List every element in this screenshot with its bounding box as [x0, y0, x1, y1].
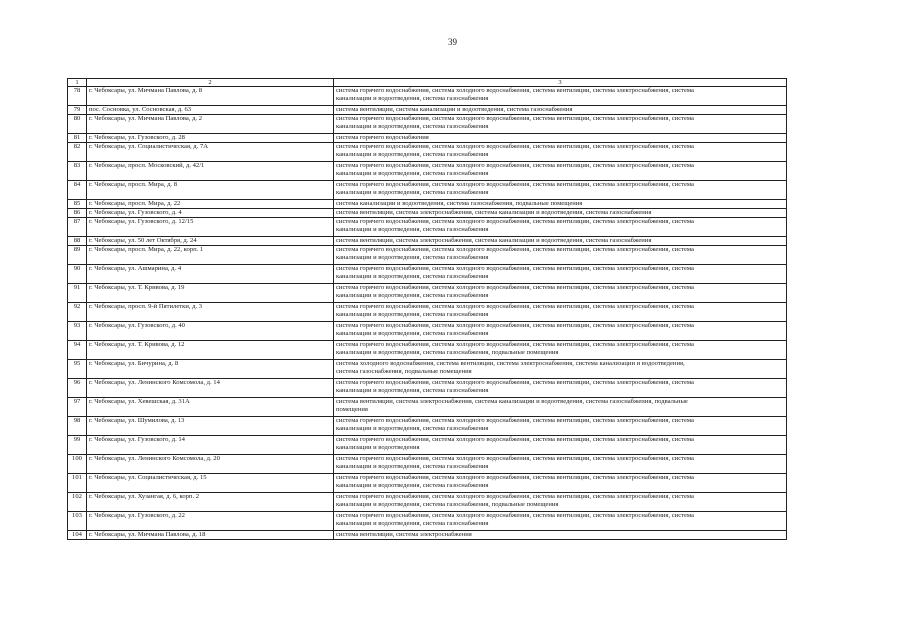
- row-address: г. Чебоксары, ул. Гузовского, д. 22: [87, 512, 334, 531]
- column-header-number: 1: [68, 79, 87, 87]
- row-address: г. Чебоксары, ул. Хевешская, д. 31А: [87, 398, 334, 417]
- row-systems-line-1: система холодного водоснабжения, система вентиляции, система электроснабжения, система канализации и водоотведения,: [336, 360, 685, 367]
- row-number: 102: [68, 493, 87, 512]
- row-address: г. Чебоксары, ул. Гузовского, д. 40: [87, 322, 334, 341]
- row-systems-line-1: система горячего водоснабжения: [336, 134, 429, 141]
- row-systems: [334, 474, 787, 493]
- row-systems-line-1: система горячего водоснабжения, система холодного водоснабжения, система вентиляции, система электроснабжения, система: [336, 181, 694, 188]
- row-address: г. Чебоксары, ул. Бичурина, д. 8: [87, 360, 334, 379]
- row-number: 91: [68, 284, 87, 303]
- row-address: г. Чебоксары, ул. Т. Кривова, д. 19: [87, 284, 334, 303]
- table-row: [68, 493, 787, 512]
- row-systems-line-2: канализации и водоотведения, система газоснабжения: [336, 169, 489, 177]
- row-systems: [334, 379, 787, 398]
- table-header-row: [68, 79, 787, 87]
- row-number: 81: [68, 134, 87, 143]
- row-systems-line-1: система горячего водоснабжения, система холодного водоснабжения, система вентиляции, система электроснабжения, система: [336, 493, 694, 500]
- row-systems: [334, 162, 787, 181]
- row-systems-line-1: система горячего водоснабжения, система холодного водоснабжения, система вентиляции, система электроснабжения, система: [336, 474, 694, 481]
- row-number: 93: [68, 322, 87, 341]
- row-systems-line-1: система вентиляции, система канализации и водоотведения, система газоснабжения: [336, 106, 573, 113]
- row-number: 98: [68, 417, 87, 436]
- row-address: г. Чебоксары, ул. Гузовского, д. 28: [87, 134, 334, 143]
- row-systems: [334, 218, 787, 237]
- row-systems: [334, 106, 787, 115]
- row-systems-line-1: система канализации и водоотведения, система газоснабжения, подвальные помещения: [336, 200, 583, 207]
- row-address: г. Чебоксары, просп. Мира, д. 8: [87, 181, 334, 200]
- row-systems-line-1: система горячего водоснабжения, система холодного водоснабжения, система вентиляции, система электроснабжения, система: [336, 115, 694, 122]
- row-address: г. Чебоксары, ул. Ленинского Комсомола, д. 20: [87, 455, 334, 474]
- table-row: [68, 87, 787, 106]
- row-systems: [334, 512, 787, 531]
- row-systems: [334, 209, 787, 218]
- row-number: 89: [68, 246, 87, 265]
- row-systems-line-1: система горячего водоснабжения, система холодного водоснабжения, система вентиляции, система электроснабжения, система: [336, 341, 694, 348]
- row-systems: [334, 87, 787, 106]
- row-number: 83: [68, 162, 87, 181]
- row-systems-line-1: система горячего водоснабжения, система холодного водоснабжения, система вентиляции, система электроснабжения, система: [336, 143, 694, 150]
- row-address: г. Чебоксары, ул. Гузовского, д. 12/15: [87, 218, 334, 237]
- row-systems-line-2: канализации и водоотведения, система газоснабжения: [336, 481, 489, 489]
- row-systems-line-1: система горячего водоснабжения, система холодного водоснабжения, система вентиляции, система электроснабжения, система: [336, 246, 694, 253]
- row-systems-line-2: канализации и водоотведения, система газоснабжения: [336, 122, 489, 130]
- row-systems-line-2: канализации и водоотведения, система газоснабжения: [336, 329, 489, 337]
- row-systems: [334, 284, 787, 303]
- row-address: г. Чебоксары, просп. 9-й Пятилетки, д. 3: [87, 303, 334, 322]
- row-systems: [334, 322, 787, 341]
- row-systems-line-1: система горячего водоснабжения, система холодного водоснабжения, система вентиляции, система электроснабжения, система: [336, 218, 694, 225]
- row-systems: [334, 237, 787, 246]
- table-row: [68, 143, 787, 162]
- table-row: [68, 265, 787, 284]
- row-systems-line-1: система горячего водоснабжения, система холодного водоснабжения, система вентиляции, система электроснабжения, система: [336, 303, 694, 310]
- row-systems: [334, 360, 787, 379]
- row-systems-line-2: канализации и водоотведения, система газоснабжения: [336, 519, 489, 527]
- row-systems-line-1: система горячего водоснабжения, система холодного водоснабжения, система вентиляции, система электроснабжения, система: [336, 87, 694, 94]
- row-systems: [334, 436, 787, 455]
- row-systems-line-1: система вентиляции, система электроснабжения, система канализации и водоотведения, система газоснабжения: [336, 237, 652, 244]
- row-systems-line-2: канализации и водоотведения, система газоснабжения: [336, 424, 489, 432]
- row-systems-line-1: система вентиляции, система электроснабжения: [336, 531, 472, 538]
- table-body: [68, 87, 787, 540]
- row-systems-line-2: канализации и водоотведения, система газоснабжения: [336, 272, 489, 280]
- table-row: [68, 209, 787, 218]
- row-systems: [334, 265, 787, 284]
- row-systems: [334, 181, 787, 200]
- row-number: 101: [68, 474, 87, 493]
- table-row: [68, 531, 787, 540]
- row-systems-line-1: система горячего водоснабжения, система холодного водоснабжения, система вентиляции, система электроснабжения, система: [336, 512, 694, 519]
- table-row: [68, 436, 787, 455]
- row-systems-line-1: система горячего водоснабжения, система холодного водоснабжения, система вентиляции, система электроснабжения, система: [336, 322, 694, 329]
- row-address: г. Чебоксары, ул. 50 лет Октября, д. 24: [87, 237, 334, 246]
- row-systems: [334, 531, 787, 540]
- row-address: г. Чебоксары, ул. Т. Кривова, д. 12: [87, 341, 334, 360]
- row-address: г. Чебоксары, ул. Социалистическая, д. 7А: [87, 143, 334, 162]
- row-number: 94: [68, 341, 87, 360]
- table-row: [68, 162, 787, 181]
- row-number: 97: [68, 398, 87, 417]
- row-systems: [334, 200, 787, 209]
- row-systems-line-2: канализации и водоотведения, система газоснабжения: [336, 462, 489, 470]
- table-row: [68, 237, 787, 246]
- row-address: г. Чебоксары, ул. Гузовского, д. 4: [87, 209, 334, 218]
- row-systems-line-1: система горячего водоснабжения, система холодного водоснабжения, система вентиляции, система электроснабжения, система: [336, 265, 694, 272]
- table-row: [68, 341, 787, 360]
- table-row: [68, 303, 787, 322]
- table-row: [68, 474, 787, 493]
- row-systems-line-2: система газоснабжения, подвальные помещения: [336, 367, 472, 375]
- row-systems-line-1: система вентиляции, система электроснабжения, система канализации и водоотведения, система газоснабжения: [336, 209, 652, 216]
- row-systems-line-2: канализации и водоотведения, система газоснабжения: [336, 253, 489, 261]
- row-systems-line-2: канализации и водоотведения, система газоснабжения: [336, 188, 489, 196]
- row-systems: [334, 115, 787, 134]
- row-number: 96: [68, 379, 87, 398]
- row-address: г. Чебоксары, ул. Мичмана Павлова, д. 2: [87, 115, 334, 134]
- row-number: 99: [68, 436, 87, 455]
- table-row: [68, 284, 787, 303]
- row-number: 79: [68, 106, 87, 115]
- table-row: [68, 200, 787, 209]
- row-systems: [334, 341, 787, 360]
- row-number: 104: [68, 531, 87, 540]
- row-systems: [334, 143, 787, 162]
- row-address: пос. Сосновка, ул. Сосновская, д. 63: [87, 106, 334, 115]
- row-address: г. Чебоксары, ул. Ленинского Комсомола, д. 14: [87, 379, 334, 398]
- row-systems-line-2: канализации и водоотведения: [336, 443, 420, 451]
- row-systems: [334, 134, 787, 143]
- table-row: [68, 181, 787, 200]
- row-systems-line-1: система горячего водоснабжения, система холодного водоснабжения, система вентиляции, система электроснабжения, система: [336, 162, 694, 169]
- row-systems-line-2: канализации и водоотведения, система газоснабжения: [336, 386, 489, 394]
- table-row: [68, 322, 787, 341]
- column-header-systems: 3: [334, 79, 787, 87]
- row-address: г. Чебоксары, ул. Шумилова, д. 13: [87, 417, 334, 436]
- row-number: 103: [68, 512, 87, 531]
- row-systems-line-1: система горячего водоснабжения, система холодного водоснабжения, система вентиляции, система электроснабжения, система: [336, 379, 694, 386]
- row-address: г. Чебоксары, ул. Хузангая, д. 6, корп. 2: [87, 493, 334, 512]
- table-row: [68, 379, 787, 398]
- row-number: 95: [68, 360, 87, 379]
- row-address: г. Чебоксары, просп. Мира, д. 22: [87, 200, 334, 209]
- row-systems-line-2: канализации и водоотведения, система газоснабжения: [336, 310, 489, 318]
- table-row: [68, 218, 787, 237]
- row-systems-line-1: система горячего водоснабжения, система холодного водоснабжения, система вентиляции, система электроснабжения, система: [336, 284, 694, 291]
- row-number: 84: [68, 181, 87, 200]
- table-row: [68, 106, 787, 115]
- row-address: г. Чебоксары, ул. Мичмана Павлова, д. 8: [87, 87, 334, 106]
- row-number: 87: [68, 218, 87, 237]
- row-systems: [334, 246, 787, 265]
- row-systems: [334, 455, 787, 474]
- row-systems: [334, 398, 787, 417]
- row-address: г. Чебоксары, ул. Мичмана Павлова, д. 18: [87, 531, 334, 540]
- table-row: [68, 134, 787, 143]
- row-systems-line-2: канализации и водоотведения, система газоснабжения, подвальные помещения: [336, 348, 559, 356]
- row-address: г. Чебоксары, ул. Социалистическая, д. 15: [87, 474, 334, 493]
- row-systems-line-2: канализации и водоотведения, система газоснабжения, подвальные помещения: [336, 500, 559, 508]
- row-address: г. Чебоксары, просп. Московский, д. 42/1: [87, 162, 334, 181]
- table-row: [68, 360, 787, 379]
- systems-registry-table: [67, 78, 787, 540]
- row-address: г. Чебоксары, ул. Гузовского, д. 14: [87, 436, 334, 455]
- page-number: 39: [448, 37, 457, 47]
- row-number: 86: [68, 209, 87, 218]
- row-number: 82: [68, 143, 87, 162]
- row-systems: [334, 417, 787, 436]
- table-row: [68, 512, 787, 531]
- row-number: 92: [68, 303, 87, 322]
- row-address: г. Чебоксары, просп. Мира, д. 22, корп. 1: [87, 246, 334, 265]
- row-systems-line-2: канализации и водоотведения, система газоснабжения: [336, 225, 489, 233]
- row-systems-line-2: канализации и водоотведения, система газоснабжения: [336, 291, 489, 299]
- table-row: [68, 115, 787, 134]
- row-systems: [334, 493, 787, 512]
- row-systems-line-1: система горячего водоснабжения, система холодного водоснабжения, система вентиляции, система электроснабжения, система: [336, 455, 694, 462]
- row-address: г. Чебоксары, ул. Ашмарина, д. 4: [87, 265, 334, 284]
- row-systems: [334, 303, 787, 322]
- row-systems-line-2: канализации и водоотведения, система газоснабжения: [336, 150, 489, 158]
- row-number: 88: [68, 237, 87, 246]
- table-row: [68, 417, 787, 436]
- table-row: [68, 398, 787, 417]
- row-number: 90: [68, 265, 87, 284]
- row-number: 85: [68, 200, 87, 209]
- row-number: 78: [68, 87, 87, 106]
- row-number: 100: [68, 455, 87, 474]
- table-row: [68, 246, 787, 265]
- table-row: [68, 455, 787, 474]
- row-number: 80: [68, 115, 87, 134]
- column-header-address: 2: [87, 79, 334, 87]
- row-systems-line-1: система горячего водоснабжения, система холодного водоснабжения, система вентиляции, система электроснабжения, система: [336, 436, 694, 443]
- row-systems-line-2: помещения: [336, 405, 368, 413]
- row-systems-line-1: система горячего водоснабжения, система холодного водоснабжения, система вентиляции, система электроснабжения, система: [336, 417, 694, 424]
- row-systems-line-2: канализации и водоотведения, система газоснабжения: [336, 94, 489, 102]
- row-systems-line-1: система вентиляции, система электроснабжения, система канализации и водоотведения, система газоснабжения, подвальные: [336, 398, 688, 405]
